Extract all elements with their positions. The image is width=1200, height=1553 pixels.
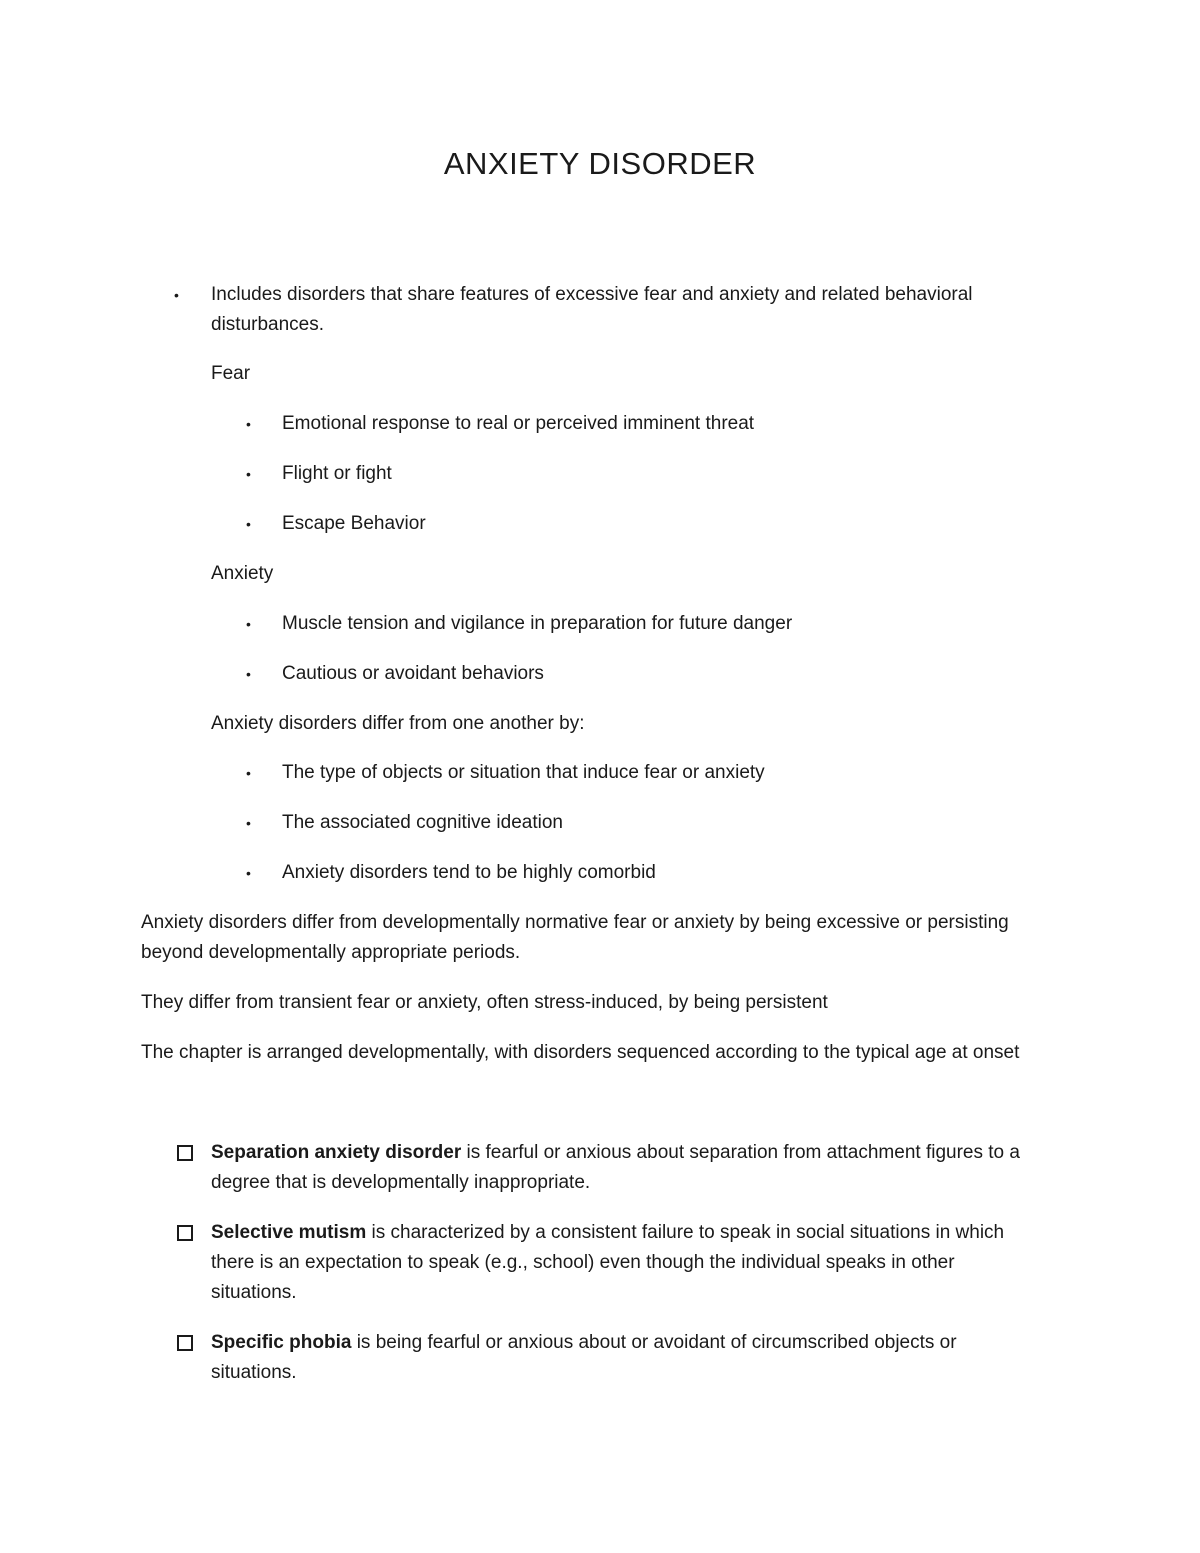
bullet-icon: • (246, 666, 251, 682)
disorder-description: is being fearful or anxious about or avoidant of circumscribed objects or (351, 1332, 957, 1353)
disorder-item-line: situations. (211, 1362, 297, 1383)
fear-heading: Fear (211, 363, 251, 384)
checkbox-icon (177, 1225, 193, 1241)
bullet-icon: • (246, 865, 251, 881)
disorder-term: Specific phobia (211, 1332, 352, 1353)
fear-item: Flight or fight (282, 463, 392, 484)
disorder-term: Separation anxiety disorder (211, 1142, 462, 1163)
paragraph-1-line-1: Anxiety disorders differ from developmentally normative fear or anxiety by being excessive or persisting (141, 912, 1009, 933)
disorder-description: is characterized by a consistent failure to speak in social situations in which (366, 1222, 1005, 1243)
disorder-item-line (211, 1138, 1020, 1168)
paragraph-1-line-2: beyond developmentally appropriate periods. (141, 942, 521, 963)
disorder-item-line (211, 1328, 957, 1358)
disorder-description: is fearful or anxious about separation from attachment figures to a (461, 1142, 1020, 1163)
bullet-icon: • (246, 516, 251, 532)
differ-heading: Anxiety disorders differ from one another by: (211, 713, 585, 734)
disorder-item-line (211, 1218, 1004, 1248)
document-title: ANXIETY DISORDER (443, 146, 757, 181)
bullet-icon: • (246, 616, 251, 632)
anxiety-item: Muscle tension and vigilance in preparation for future danger (282, 613, 793, 634)
anxiety-item: Cautious or avoidant behaviors (282, 663, 544, 684)
disorder-item-line: there is an expectation to speak (e.g., school) even though the individual speaks in other (211, 1252, 955, 1273)
checkbox-icon (177, 1335, 193, 1351)
anxiety-heading: Anxiety (211, 563, 274, 584)
disorder-term: Selective mutism (211, 1222, 367, 1243)
intro-line-2: disturbances. (211, 314, 325, 335)
fear-item: Escape Behavior (282, 513, 426, 534)
checkbox-icon (177, 1145, 193, 1161)
paragraph-2: They differ from transient fear or anxiety, often stress-induced, by being persistent (141, 992, 828, 1013)
disorder-item-line: situations. (211, 1282, 297, 1303)
bullet-icon: • (246, 765, 251, 781)
differ-item: The associated cognitive ideation (282, 812, 563, 833)
differ-item: Anxiety disorders tend to be highly comorbid (282, 862, 656, 883)
bullet-icon: • (246, 416, 251, 432)
bullet-icon: • (246, 815, 251, 831)
bullet-icon: • (174, 287, 179, 303)
intro-line-1: Includes disorders that share features of excessive fear and anxiety and related behavioral (211, 284, 973, 305)
bullet-icon: • (246, 466, 251, 482)
differ-item: The type of objects or situation that induce fear or anxiety (282, 762, 765, 783)
disorder-item-line: degree that is developmentally inappropriate. (211, 1172, 591, 1193)
paragraph-3: The chapter is arranged developmentally, with disorders sequenced according to the typical age at onset (141, 1042, 1020, 1063)
fear-item: Emotional response to real or perceived imminent threat (282, 413, 755, 434)
